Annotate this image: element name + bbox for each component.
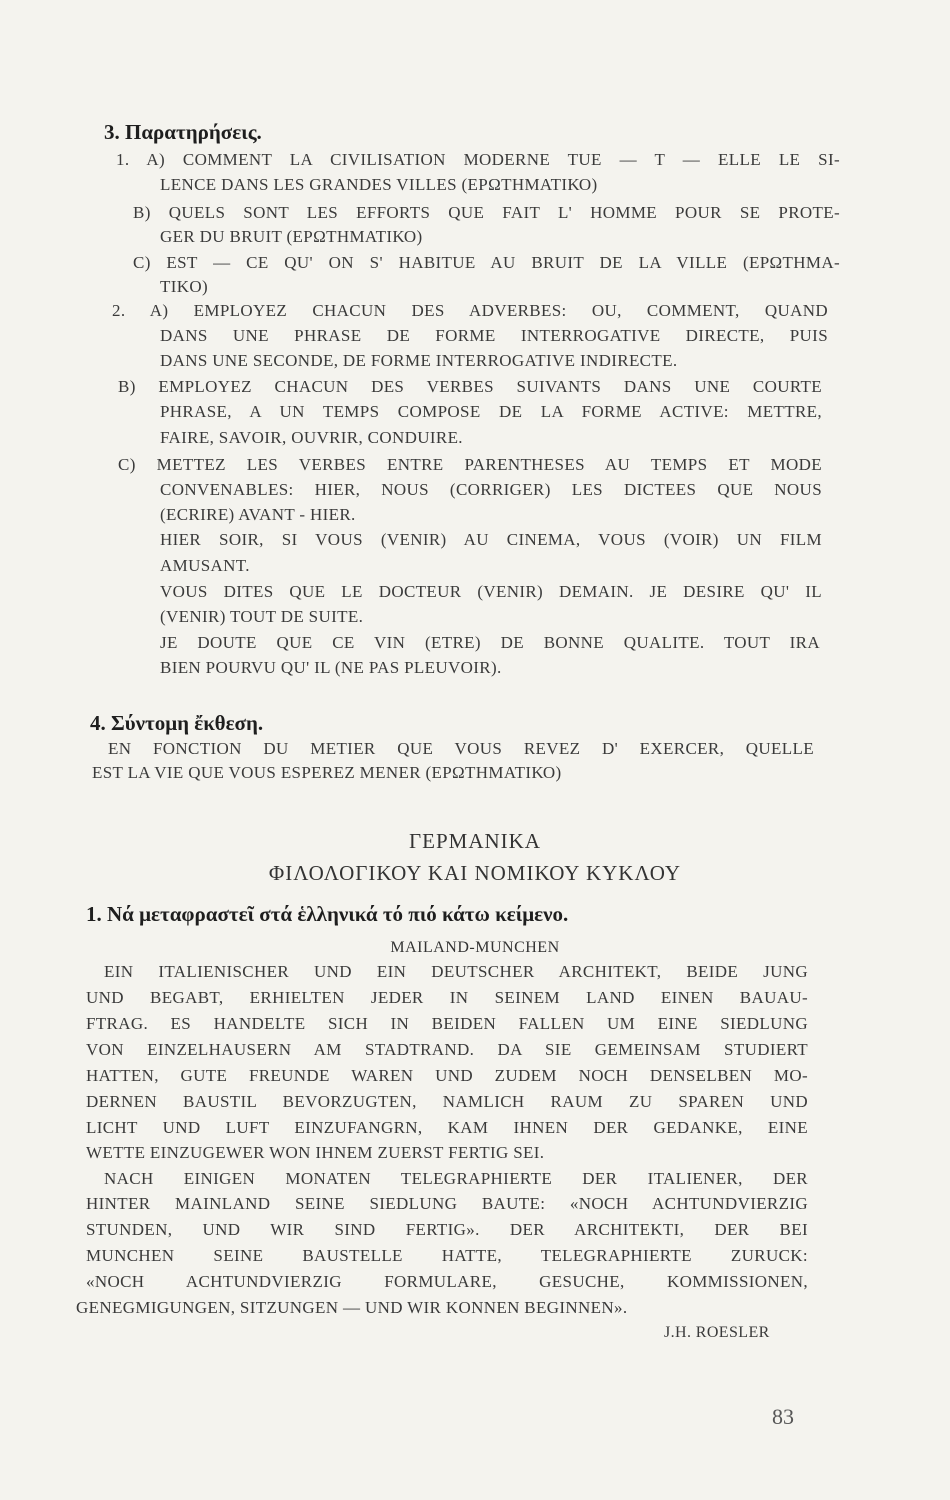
section-3-heading: 3. Παρατηρήσεις. [104,120,262,144]
text-line: (ECRIRE) AVANT - HIER. [160,505,356,524]
text-line: 1. A) COMMENT LA CIVILISATION MODERNE TUE — T — ELLE LE SI- [116,150,840,169]
translation-instruction: 1. Νά μεταφραστεῖ στά ἑλληνικά τό πιό κάτω κείμενο. [86,902,569,926]
text-line: STUNDEN, UND WIR SIND FERTIG». DER ARCHITEKTI, DER BEI [86,1220,808,1239]
text-line: PHRASE, A UN TEMPS COMPOSE DE LA FORME ACTIVE: METTRE, [160,402,822,421]
subject-subtitle: ΦΙΛΟΛΟΓΙΚΟΥ ΚΑΙ ΝΟΜΙΚΟΥ ΚΥΚΛΟΥ [268,861,682,885]
text-line: CONVENABLES: HIER, NOUS (CORRIGER) LES DICTEES QUE NOUS [160,480,822,499]
text-line: VOUS DITES QUE LE DOCTEUR (VENIR) DEMAIN. JE DESIRE QU' IL [160,582,822,601]
text-line: LENCE DANS LES GRANDES VILLES (ΕΡΩΤΗΜΑΤΙΚΟ) [160,175,598,194]
text-line: LICHT UND LUFT EINZUFANGRN, KAM IHNEN DER GEDANKE, EINE [86,1118,808,1137]
text-line: JE DOUTE QUE CE VIN (ETRE) DE BONNE QUALITE. TOUT IRA [160,633,820,652]
text-line: WETTE EINZUGEWER WON IHNEM ZUERST FERTIG SEI. [86,1143,545,1162]
subject-title: ΓΕΡΜΑΝΙΚΑ [409,829,541,853]
text-line: (VENIR) TOUT DE SUITE. [160,607,364,626]
text-line: HINTER MAINLAND SEINE SIEDLUNG BAUTE: «NOCH ACHTUNDVIERZIG [86,1194,808,1213]
text-line: MUNCHEN SEINE BAUSTELLE HATTE, TELEGRAPHIERTE ZURUCK: [86,1246,808,1265]
text-line: TIKO) [160,277,209,296]
text-line: FTRAG. ES HANDELTE SICH IN BEIDEN FALLEN UM EINE SIEDLUNG [86,1014,808,1033]
text-line: FAIRE, SAVOIR, OUVRIR, CONDUIRE. [160,428,463,447]
text-line: 2. A) EMPLOYEZ CHACUN DES ADVERBES: OU, COMMENT, QUAND [112,301,828,320]
text-line: UND BEGABT, ERHIELTEN JEDER IN SEINEM LAND EINEN BAUAU- [86,988,808,1007]
text-line: C) EST — CE QU' ON S' HABITUE AU BRUIT DE LA VILLE (ΕΡΩΤΗΜΑ- [133,253,840,272]
text-line: B) EMPLOYEZ CHACUN DES VERBES SUIVANTS DANS UNE COURTE [118,377,822,396]
text-line: «NOCH ACHTUNDVIERZIG FORMULARE, GESUCHE, KOMMISSIONEN, [86,1272,808,1291]
text-line: AMUSANT. [160,556,250,575]
text-line: EN FONCTION DU METIER QUE VOUS REVEZ D' EXERCER, QUELLE [108,739,814,758]
text-line: DERNEN BAUSTIL BEVORZUGTEN, NAMLICH RAUM ZU SPAREN UND [86,1092,808,1111]
page-number: 83 [772,1404,794,1429]
text-line: C) METTEZ LES VERBES ENTRE PARENTHESES AU TEMPS ET MODE [118,455,822,474]
text-title: MAILAND-MUNCHEN [390,939,560,956]
text-line: B) QUELS SONT LES EFFORTS QUE FAIT L' HOMME POUR SE PROTE- [133,203,840,222]
text-line: HATTEN, GUTE FREUNDE WAREN UND ZUDEM NOCH DENSELBEN MO- [86,1066,808,1085]
text-line: DANS UNE PHRASE DE FORME INTERROGATIVE DIRECTE, PUIS [160,326,828,345]
text-line: EST LA VIE QUE VOUS ESPEREZ MENER (ΕΡΩΤΗΜΑΤΙΚΟ) [92,763,562,782]
text-line: GENEGMIGUNGEN, SITZUNGEN — UND WIR KONNEN BEGINNEN». [76,1298,628,1317]
text-line: HIER SOIR, SI VOUS (VENIR) AU CINEMA, VOUS (VOIR) UN FILM [160,530,822,549]
author-signature: J.H. ROESLER [664,1324,770,1341]
text-line: BIEN POURVU QU' IL (NE PAS PLEUVOIR). [160,658,502,677]
text-line: GER DU BRUIT (ΕΡΩΤΗΜΑΤΙΚΟ) [160,227,423,246]
text-line: VON EINZELHAUSERN AM STADTRAND. DA SIE GEMEINSAM STUDIERT [86,1040,808,1059]
text-line: EIN ITALIENISCHER UND EIN DEUTSCHER ARCHITEKT, BEIDE JUNG [104,962,808,981]
text-line: DANS UNE SECONDE, DE FORME INTERROGATIVE INDIRECTE. [160,351,678,370]
text-line: NACH EINIGEN MONATEN TELEGRAPHIERTE DER ITALIENER, DER [104,1169,808,1188]
section-4-heading: 4. Σύντομη ἔκθεση. [90,711,264,735]
